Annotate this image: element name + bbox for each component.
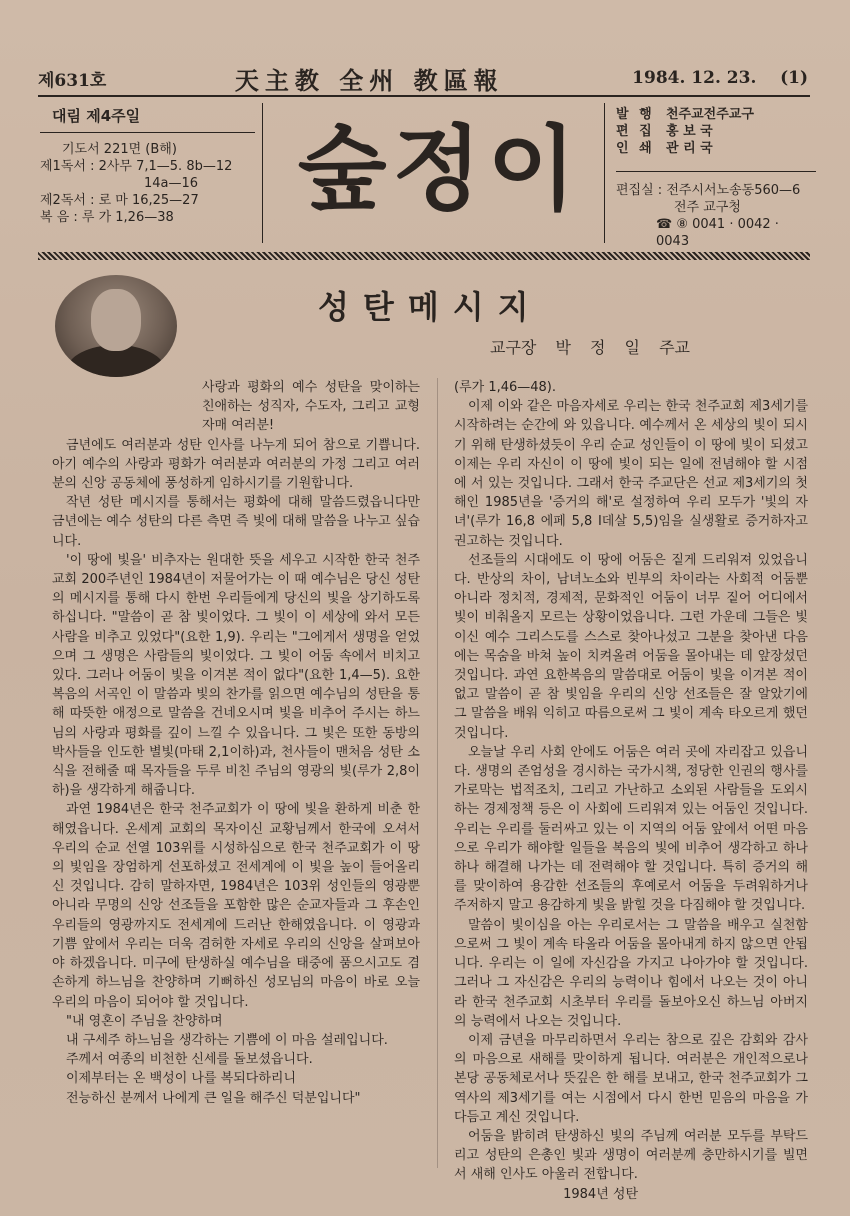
article-paragraph: 작년 성탄 메시지를 통해서는 평화에 대해 말씀드렸읍니다만 금년에는 예수 성탄의 다른 측면 즉 빛에 대해 말씀을 나누고 싶습니다. [52, 495, 420, 549]
schedule-heading: 대림 제4주일 [40, 103, 255, 133]
issue-number: 제631호 [38, 70, 107, 91]
article-paragraph: 과연 1984년은 한국 천주교회가 이 땅에 빛을 환하게 비춘 한 해였읍니다. 온세계 교회의 목자이신 교황님께서 한국에 오셔서 우리의 순교 선열 103위를 시성하심으로 한국 천주교회가 이 땅의 빛임을 장엄하게 선포하셨고 전세계에 이 빛을 높이 들어올리신 것입니다. 감히 말하자면, 1984년은 103위 성인들의 영광뿐 아니라 무명의 신앙 선조들을 포함한 많은 순교자들과 그 후손인 우리들의 영광까지도 전세계에 드러난 한해였읍니다. 이 영광과 기쁨 앞에서 우리는 더욱 겸허한 자세로 우리의 신앙을 살펴보아야 하겠읍니다. 미구에 탄생하실 예수님을 태중에 품으시고도 겸손하게 하느님을 찬양하며 기뻐하신 성모님의 마음이 바로 오늘 우리의 마음이 되어야 할 것입니다. [52, 802, 420, 1010]
article-paragraph: 사랑과 평화의 예수 성탄을 맞이하는 친애하는 성직자, 수도자, 그리고 교형 자매 여러분! [202, 380, 420, 434]
article-signature: 1984년 성탄 [563, 1186, 638, 1202]
schedule-line: 복 음 : 루 가 1,26—38 [40, 210, 174, 225]
hatched-divider [38, 252, 810, 260]
divider [604, 103, 605, 243]
article-paragraph: 말씀이 빛이심을 아는 우리로서는 그 말씀을 배우고 실천함으로써 그 빛이 계속 타올라 어둠을 몰아내게 하지 않으면 안됩니다. 우리는 이 일에 자신감을 가지고 나아가야 할 것입니다. 그러나 그 자신감은 우리의 능력이나 힘에서 나오는 것이 아니라 한국 천주교회 시초부터 우리를 돌보아오신 하느님 아버지의 능력에서 나오는 것입니다. [454, 917, 808, 1029]
quote-line: "내 영혼이 주님을 찬양하며 [66, 1013, 223, 1029]
publisher-row: 인 쇄 관 리 국 [616, 141, 713, 156]
publisher-row: 발 행 천주교전주교구 [616, 107, 754, 122]
article-byline: 교구장 박 정 일 주교 [490, 338, 690, 357]
issue-date: 1984. 12. 23. (1) [632, 68, 808, 88]
quote-line: 주께서 여종의 비천한 신세를 돌보셨읍니다. [66, 1052, 313, 1068]
editorial-address: 편집실 : 전주시서노송동560—6 전주 교구청 ☎ ⑧ 0041 · 0042 · 0043 [616, 171, 816, 250]
article-title: 성탄메시지 [318, 288, 543, 326]
schedule-line: 제1독서 : 2사무 7,1—5. 8b—12 [40, 159, 233, 174]
article-column-left [52, 378, 420, 1108]
publisher-row: 편 집 홍 보 국 [616, 124, 713, 139]
quote-line: 전능하신 분께서 나에게 큰 일을 해주신 덕분입니다" [66, 1090, 361, 1106]
bishop-portrait [55, 275, 177, 377]
quote-line: 내 구세주 하느님을 생각하는 기쁨에 이 마음 설레입니다. [66, 1032, 388, 1048]
article-column-right [454, 378, 808, 1204]
liturgy-schedule [40, 103, 255, 226]
quote-line: 이제부터는 온 백성이 나를 복되다하리니 [66, 1071, 297, 1087]
article-paragraph: 선조들의 시대에도 이 땅에 어둠은 짙게 드리워져 있었읍니다. 반상의 차이, 남녀노소와 빈부의 차이라는 사회적 어둠뿐 아니라 정치적, 경제적, 문화적인 어둠이 너무 짙어 어디에서 빛이 비춰올지 모르는 상황이었읍니다. 그런 가운데 그들은 빛이신 예수 그리스도를 스스로 찾아나섰고 그분을 찾아낸 다음에는 목숨을 바쳐 높이 치켜올려 어둠을 몰아내는 데 앞장섰던 것입니다. 과연 요한복음의 말씀대로 어둠이 빛을 이겨본 적이 없고 말씀이 곧 참 빛임을 우리의 신앙 선조들은 잘 알았기에 그 말씀을 배워 익히고 따름으로써 그 빛이 계속 타오르게 했던 것입니다. [454, 552, 808, 741]
column-gap [437, 378, 438, 1168]
schedule-line: 제2독서 : 로 마 16,25—27 [40, 193, 199, 208]
article-paragraph: '이 땅에 빛을' 비추자는 원대한 뜻을 세우고 시작한 한국 천주교회 200주년인 1984년이 저물어가는 이 때 예수님은 당신 성탄의 메시지를 통해 다시 한번 우리들에게 당신의 빛을 상기하도록 하십니다. "말씀이 곧 참 빛이었다. 그 빛이 이 세상에 와서 모든 사람을 비추고 있었다"(요한 1,9). 우리는 "그에게서 생명을 얻었으며 그 생명은 사람들의 빛이었다. 그 빛이 어둠 속에서 비치고 있다. 그러나 어둠이 빛을 이겨본 적이 없다"(요한 1,4—5). 요한 복음의 서곡인 이 말씀과 빛의 찬가를 읽으면 예수님의 성탄을 통해 따뜻한 애정으로 말씀을 건네오시며 빛을 비추어 주시는 하느님의 사랑과 평화를 깊이 느낄 수 있읍니다. 그 빛은 또한 동방의 박사들을 인도한 별빛(마태 2,1이하)과, 천사들이 맨처음 성탄 소식을 전해줄 때 목자들을 두루 비친 주님의 영광의 빛(루가 2,8이하)을 생각하게 해줍니다. [52, 552, 420, 799]
paper-name: 天主教 全州 教區報 [234, 65, 504, 95]
paper-logo: 숲정이 [297, 116, 583, 223]
masthead-rule [38, 95, 810, 97]
publisher-box [616, 106, 816, 250]
article-paragraph: (루가 1,46—48). [454, 380, 557, 395]
article-paragraph: 금년에도 여러분과 성탄 인사를 나누게 되어 참으로 기쁩니다. 아기 예수의 사랑과 평화가 여러분과 여러분의 가정 그리고 여러분의 신앙 공동체에 풍성하게 임하시기를 기원합니다. [52, 437, 420, 492]
schedule-line: 14a—16 [144, 176, 199, 191]
masthead [38, 62, 808, 94]
divider [262, 103, 263, 243]
article-paragraph: 어둠을 밝히려 탄생하신 빛의 주님께 여러분 모두를 부탁드리고 성탄의 은총인 빛과 생명이 여러분께 충만하시기를 빌면서 새해 인사도 아울러 전합니다. [454, 1128, 808, 1183]
article-paragraph: 이제 금년을 마무리하면서 우리는 참으로 깊은 감회와 감사의 마음으로 새해를 맞이하게 됩니다. 여러분은 개인적으로나 본당 공동체로서나 뜻깊은 한 해를 보내고, 한국 천주교회가 그 역사의 제3세기를 여는 시점에서 다시 한번 믿음의 마음을 가다듬고 계신 것입니다. [454, 1032, 808, 1125]
article-paragraph: 오늘날 우리 사회 안에도 어둠은 여러 곳에 자리잡고 있읍니다. 생명의 존엄성을 경시하는 국가시책, 정당한 인권의 행사를 가로막는 법적조치, 그리고 가난하고 소외된 사람들을 도외시하는 경제정책 등은 이 사회에 드리워져 있는 어둠인 것입니다. 우리는 우리를 둘러싸고 있는 이 지역의 어둠 앞에서 어떤 마음으로 우리가 해야할 일들을 복음의 빛에 비추어 생각하고 하나 하나 해결해 나가는 데 전력해야 할 것입니다. 특히 증거의 해를 맞이하여 용감한 선조들의 후예로서 어둠을 두려워하거나 주저하지 말고 용감하게 빛을 밝힐 것을 다짐해야 할 것입니다. [454, 744, 808, 914]
page-number: (1) [780, 68, 808, 88]
schedule-line: 기도서 221면 (B해) [62, 142, 177, 157]
article-paragraph: 이제 이와 같은 마음자세로 우리는 한국 천주교회 제3세기를 시작하려는 순간에 와 있읍니다. 예수께서 온 세상의 빛이 되시기 위해 탄생하셨듯이 우리 순교 성인들이 이 땅에 빛이 되셨고 이제는 우리 자신이 이 땅에 빛이 되는 일에 전념해야 할 시점에 서 있는 것입니다. 그래서 한국 주교단은 선교 제3세기의 첫해인 1985년을 '증거의 해'로 설정하여 우리 모두가 '빛의 자녀'(루가 16,8 에페 5,8 I데살 5,5)임을 실생활로 증거하자고 권고하는 것입니다. [454, 399, 808, 549]
